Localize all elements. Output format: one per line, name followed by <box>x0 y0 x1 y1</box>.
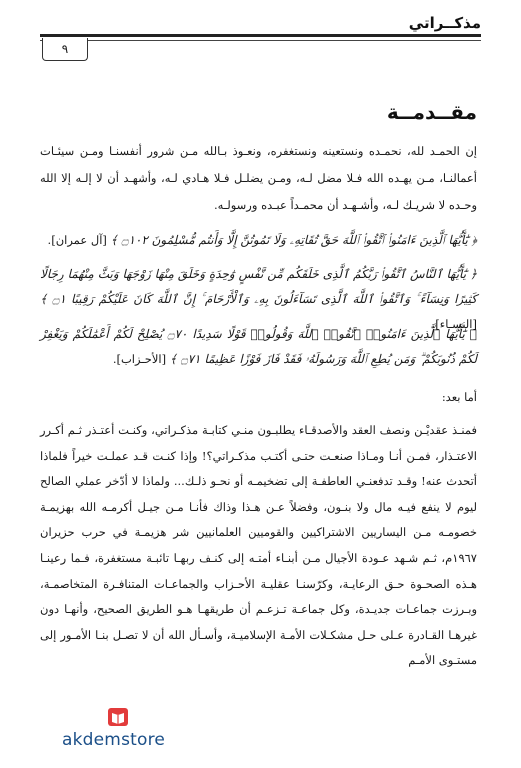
quran-verse-1 <box>40 228 477 253</box>
verse-reference: [آل عمران]. <box>47 233 107 247</box>
header-rule <box>40 34 481 37</box>
amma-block <box>40 378 477 411</box>
main-block <box>40 418 477 674</box>
page-number: ٩ <box>42 38 88 61</box>
running-header-title: مذكــراتي <box>408 14 481 32</box>
verse-reference: [الأحـزاب]. <box>112 352 167 366</box>
verse-reference: [النسـاء]. <box>431 317 477 331</box>
intro-block <box>40 138 477 219</box>
section-title: مقــدمــة <box>386 100 477 124</box>
verse-block-3 <box>40 322 477 372</box>
intro-paragraph: إن الحمـد لله، نحمـده ونستعينه ونستغفره، ونعـوذ بـالله مـن شرور أنفسنـا ومـن سيئـات أعمالنـا، مـن يهـده الله فـلا مضل لـه، ومـن يضلـل فـلا هـادي لـه، وأشهـد أن لا إلـه إلا الله وحـده لا شريـك لـه، وأشـهـد أن محمـداً عبـده ورسولـه. <box>40 144 477 212</box>
store-brand-text: akdemstore <box>62 730 166 750</box>
quran-verse-3 <box>40 322 477 372</box>
store-watermark <box>62 706 192 754</box>
verse-block-1 <box>40 228 477 253</box>
verse-text: ﴿ يَٰٓأَيُّهَا ٱلَّذِينَ ءَامَنُوا۟ ٱتَّقُوا۟ ٱللَّهَ حَقَّ تُقَاتِهِۦ وَلَا تَمُوتُنَّ إِلَّا وَأَنتُم مُّسْلِمُونَ ۝١٠٢ ﴾ <box>110 233 477 247</box>
verse-text: ﴿ يَٰٓأَيُّهَا ٱلنَّاسُ ٱتَّقُوا۟ رَبَّكُمُ ٱلَّذِى خَلَقَكُم مِّن نَّفْسٍ وَٰحِدَةٍ وَخَلَقَ مِنْهَا زَوْجَهَا وَبَثَّ مِنْهُمَا رِجَالًا كَثِيرًا وَنِسَآءً ۚ وَٱتَّقُوا۟ ٱللَّهَ ٱلَّذِى تَسَآءَلُونَ بِهِۦ وَٱلْأَرْحَامَ ۚ إِنَّ ٱللَّهَ كَانَ عَلَيْكُمْ رَقِيبًا ۝١ ﴾ <box>40 267 477 306</box>
main-paragraph: فمنـذ عقديْـن ونصف العقد والأصدقـاء يطلبـون منـي كتابـة مذكـراتي، وكنـت أعتـذر ثـم أكـرر الاعتـذار، فمـن أنـا ومـاذا صنعـت حتـى أكتـب مذكـراتي؟! وإذا كنـت قـد عملـت خيراً فلماذا أتحدث عنه! وقـد تدفعنـي العاطفـة إلى تضخيمـه أو نحـو ذلـك... ولماذا لا أدّخر عملي الصالح ليوم لا ينفع فيـه مال ولا بنـون، وفضلاً عـن هـذا وذاك فأنـا مـن جيـل أكرمـه الله بهزيمـة خصومـه مـن اليساريين الاشتراكيين والقوميين العلمانيين شر هزيمـة في حرب حزيران ١٩٦٧م، ثـم شـهد عـودة الأجيال مـن أبنـاء أمتـه إلى كنـف ربهـا تائبـة مستغفرة، فـما رعينـا هـذه الصحـوة حـق الرعايـة، وكرّسنـا عقليـة الأحـزاب والجماعـات المتنافـرة المتخاصمـة، وبـرزت جماعـات جديـدة، وكل جماعـة تـزعـم أن طريقهـا هـو الطريق الصحيح، وأنهـا دون غيرهـا القـادرة عـلى حـل مشكـلات الأمـة الإسلاميـة، وأسـأل الله أن لا تصـل بنـا الأمـور إلى مستـوى الأمـم <box>40 423 477 668</box>
book-icon <box>106 706 130 728</box>
verse-text: ﴿ يَٰٓأَيُّهَا ٱلَّذِينَ ءَامَنُوا۟ ٱتَّقُوا۟ ٱللَّهَ وَقُولُوا۟ قَوْلًا سَدِيدًا ۝٧٠ يُصْلِحْ لَكُمْ أَعْمَٰلَكُمْ وَيَغْفِرْ لَكُمْ ذُنُوبَكُمْ ۗ وَمَن يُطِعِ ٱللَّهَ وَرَسُولَهُۥ فَقَدْ فَازَ فَوْزًا عَظِيمًا ۝٧١ ﴾ <box>40 327 478 366</box>
amma-baad-label: أما بعد: <box>441 390 477 404</box>
header-rule-thin <box>40 40 481 41</box>
